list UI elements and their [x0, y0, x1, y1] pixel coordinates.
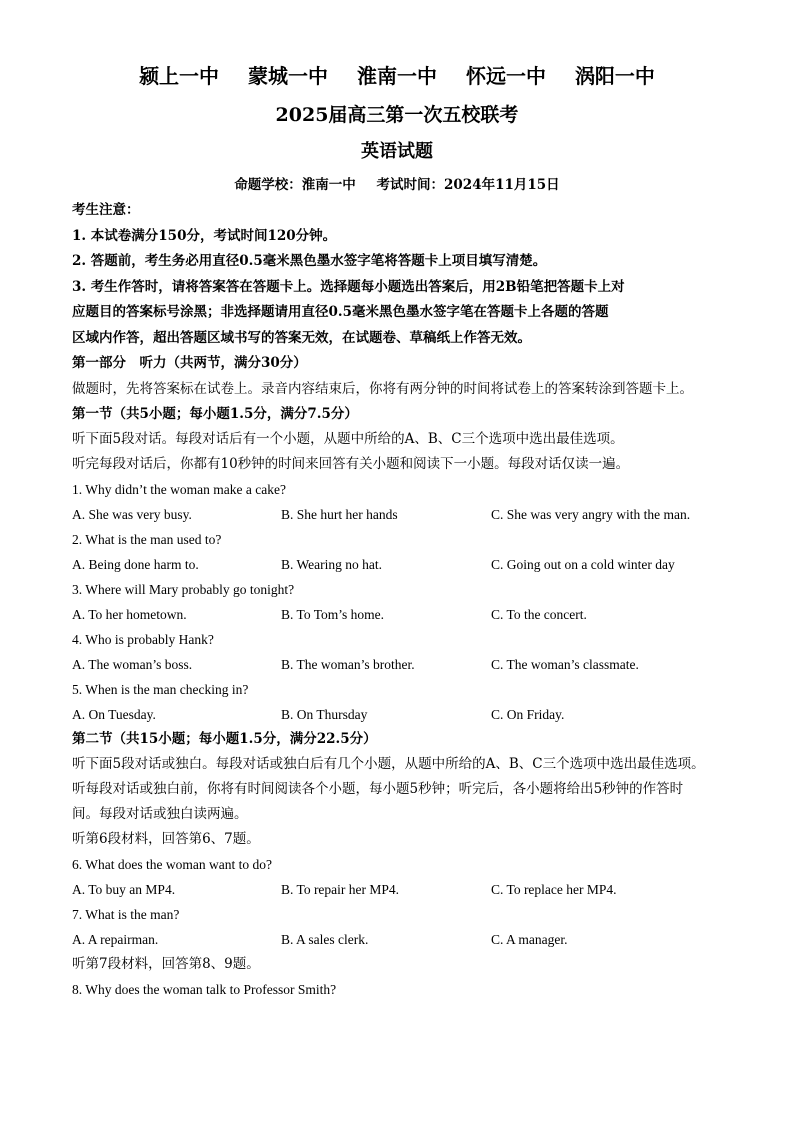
notice-title: 考生注意： — [72, 202, 140, 218]
section2-instruction: 听下面5段对话或独白。每段对话或独白后有几个小题，从题中所给的A、B、C三个选项中选出最佳选项。 — [72, 755, 705, 772]
section1-instruction: 听完每段对话后，你都有10秒钟的时间来回答有关小题和阅读下一小题。每段对话仅读一遍。 — [72, 455, 630, 472]
option-a: A. To her hometown. — [72, 606, 187, 622]
meta-time: 考试时间：2024年11月15日 — [376, 177, 560, 193]
option-a: A. A repairman. — [72, 931, 159, 947]
section1-title: 第一节（共5小题；每小题1.5分，满分7.5分） — [72, 405, 358, 422]
question-6-options — [72, 877, 722, 902]
question-5-options — [72, 702, 722, 727]
question-5: 5. When is the man checking in? — [72, 681, 249, 697]
question-4-options — [72, 652, 722, 677]
material-7-note: 听第7段材料，回答第8、9题。 — [72, 955, 260, 972]
option-b: B. She hurt her hands — [281, 506, 398, 522]
question-7-options — [72, 927, 722, 952]
question-7: 7. What is the man? — [72, 906, 180, 922]
option-b: B. On Thursday — [281, 706, 368, 722]
section2-instruction: 听每段对话或独白前，你将有时间阅读各个小题，每小题5秒钟；听完后，各小题将给出5秒钟的作答时 — [72, 780, 684, 797]
question-3-options — [72, 602, 722, 627]
exam-meta — [72, 174, 722, 198]
question-2: 2. What is the man used to? — [72, 531, 222, 547]
option-c: C. She was very angry with the man. — [491, 506, 691, 522]
notice-item: 3. 考生作答时，请将答案答在答题卡上。选择题每小题选出答案后，用2B铅笔把答题卡上对 — [72, 278, 625, 295]
section2-title: 第二节（共15小题；每小题1.5分，满分22.5分） — [72, 730, 377, 747]
part1-intro: 做题时，先将答案标在试卷上。录音内容结束后，你将有两分钟的时间将试卷上的答案转涂到答题卡上。 — [72, 380, 693, 397]
school-name: 颍上一中 — [139, 64, 220, 88]
option-a: A. To buy an MP4. — [72, 881, 176, 897]
option-c: C. On Friday. — [491, 706, 565, 722]
section1-instruction: 听下面5段对话。每段对话后有一个小题，从题中所给的A、B、C三个选项中选出最佳选项。 — [72, 430, 624, 447]
section2-instruction: 间。每段对话或独白读两遍。 — [72, 805, 248, 822]
option-a: A. She was very busy. — [72, 506, 192, 522]
option-c: C. A manager. — [491, 931, 568, 947]
exam-title: 2025届高三第一次五校联考 — [275, 104, 519, 126]
question-1-options — [72, 502, 722, 527]
option-c: C. The woman’s classmate. — [491, 656, 639, 672]
question-4: 4. Who is probably Hank? — [72, 631, 214, 647]
school-list — [72, 62, 722, 100]
option-a: A. Being done harm to. — [72, 556, 199, 572]
option-c: C. To replace her MP4. — [491, 881, 617, 897]
option-b: B. A sales clerk. — [281, 931, 369, 947]
meta-school: 命题学校：淮南一中 — [234, 177, 356, 193]
question-6: 6. What does the woman want to do? — [72, 856, 272, 872]
option-b: B. Wearing no hat. — [281, 556, 383, 572]
subject-title: 英语试题 — [361, 141, 433, 162]
option-b: B. To repair her MP4. — [281, 881, 400, 897]
school-name: 涡阳一中 — [574, 64, 655, 88]
question-3: 3. Where will Mary probably go tonight? — [72, 581, 295, 597]
notice-item: 2. 答题前，考生务必用直径0.5毫米黑色墨水签字笔将答题卡上项目填写清楚。 — [72, 253, 547, 269]
option-a: A. The woman’s boss. — [72, 656, 193, 672]
question-1: 1. Why didn’t the woman make a cake? — [72, 481, 286, 497]
notice-item: 应题目的答案标号涂黑；非选择题请用直径0.5毫米黑色墨水签字笔在答题卡上各题的答题 — [72, 304, 609, 320]
material-6-note: 听第6段材料，回答第6、7题。 — [72, 830, 260, 847]
option-a: A. On Tuesday. — [72, 706, 156, 722]
school-name: 怀远一中 — [465, 64, 546, 88]
school-name: 淮南一中 — [357, 64, 437, 88]
option-c: C. Going out on a cold winter day — [491, 556, 675, 572]
exam-page — [72, 62, 722, 1002]
question-2-options — [72, 552, 722, 577]
school-name: 蒙城一中 — [248, 64, 329, 88]
part1-title: 第一部分 听力（共两节，满分30分） — [72, 355, 307, 371]
notice-item: 1. 本试卷满分150分，考试时间120分钟。 — [72, 227, 337, 244]
option-c: C. To the concert. — [491, 606, 587, 622]
notice-item: 区域内作答，超出答题区域书写的答案无效，在试题卷、草稿纸上作答无效。 — [72, 329, 531, 346]
option-b: B. The woman’s brother. — [281, 656, 415, 672]
question-8: 8. Why does the woman talk to Professor Smith? — [72, 981, 337, 997]
option-b: B. To Tom’s home. — [281, 606, 384, 622]
